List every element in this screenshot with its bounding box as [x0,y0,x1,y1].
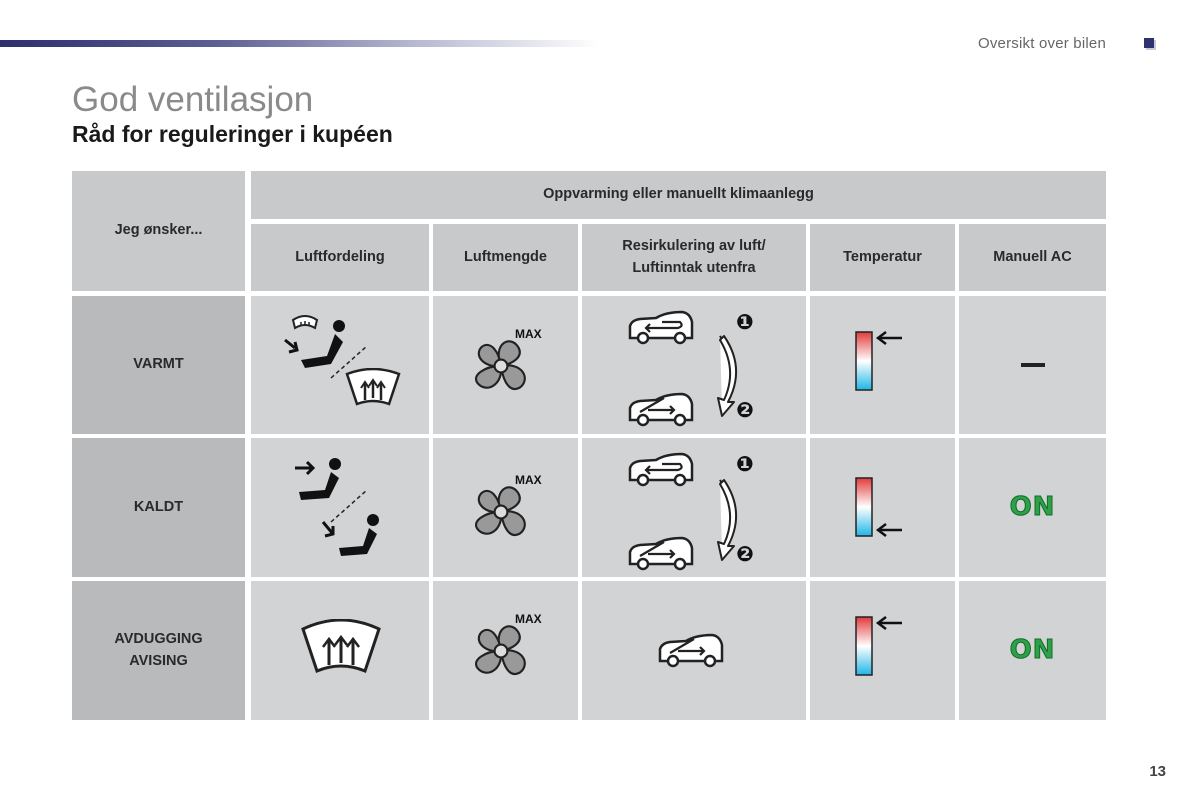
row-label-varmt [72,296,245,434]
page-number: 13 [1149,763,1166,780]
divider-dashed-line [329,344,369,380]
fan-max-label: MAX [515,473,542,487]
row-label-text: VARMT [133,356,184,373]
col-fan-label: Luftmengde [464,248,547,265]
col-header-distribution [251,224,429,291]
corner-label-text: Jeg ønsker... [114,222,203,239]
outside-air-icon [626,390,698,428]
temperature-cell [810,581,955,720]
page-subtitle: Råd for reguleringer i kupéen [72,121,393,147]
windscreen-demist-icon [301,619,381,681]
col-temperature-label: Temperatur [843,248,922,265]
row-label-text: KALDT [133,498,184,515]
fan-max-label: MAX [515,612,542,626]
ac-cell [959,296,1106,434]
ac-on-label: ON [1009,634,1056,665]
row-label-text: AVDUGGING AVISING [114,631,203,669]
fan-icon [469,480,533,544]
col-ac-label: Manuell AC [993,248,1072,265]
row-label-kaldt [72,438,245,577]
step-1-marker: ❶ [736,453,754,476]
col-air-label: Resirkulering av luft/ Luftinntak utenfra [622,238,766,276]
temperature-cell [810,438,955,577]
col-header-temperature [810,224,955,291]
recirculation-icon [626,450,698,488]
fan-icon [469,619,533,683]
air-cell [582,581,806,720]
section-label: Oversikt over bilen [977,35,1106,52]
thermometer-icon [854,615,908,679]
air-cell [582,296,806,434]
thermometer-icon [854,330,908,394]
fan-cell [433,296,578,434]
fan-cell [433,438,578,577]
fan-icon [469,334,533,398]
distribution-cell [251,581,429,720]
air-cell [582,438,806,577]
fan-cell [433,581,578,720]
step-2-marker: ❷ [736,399,754,422]
ac-cell [959,581,1106,720]
distribution-cell [251,296,429,434]
group-header [251,171,1106,219]
ac-cell [959,438,1106,577]
step-1-marker: ❶ [736,311,754,334]
col-header-air [582,224,806,291]
ac-on-label: ON [1009,491,1056,522]
corner-label [72,171,245,291]
step-2-marker: ❷ [736,543,754,566]
fan-max-label: MAX [515,327,542,341]
temperature-cell [810,296,955,434]
outside-air-icon [656,631,728,669]
row-label-avdugging [72,581,245,720]
col-header-fan [433,224,578,291]
recirculation-icon [626,308,698,346]
ac-off-dash [1021,363,1045,367]
page-title: God ventilasjon [72,80,314,119]
group-header-text: Oppvarming eller manuellt klimaanlegg [543,186,814,203]
col-header-ac [959,224,1106,291]
thermometer-icon [854,476,908,540]
outside-air-icon [626,534,698,572]
divider-dashed-line [329,488,369,524]
section-marker [1144,38,1154,48]
top-accent-bar [0,40,600,47]
col-distribution-label: Luftfordeling [295,248,385,265]
distribution-cell [251,438,429,577]
